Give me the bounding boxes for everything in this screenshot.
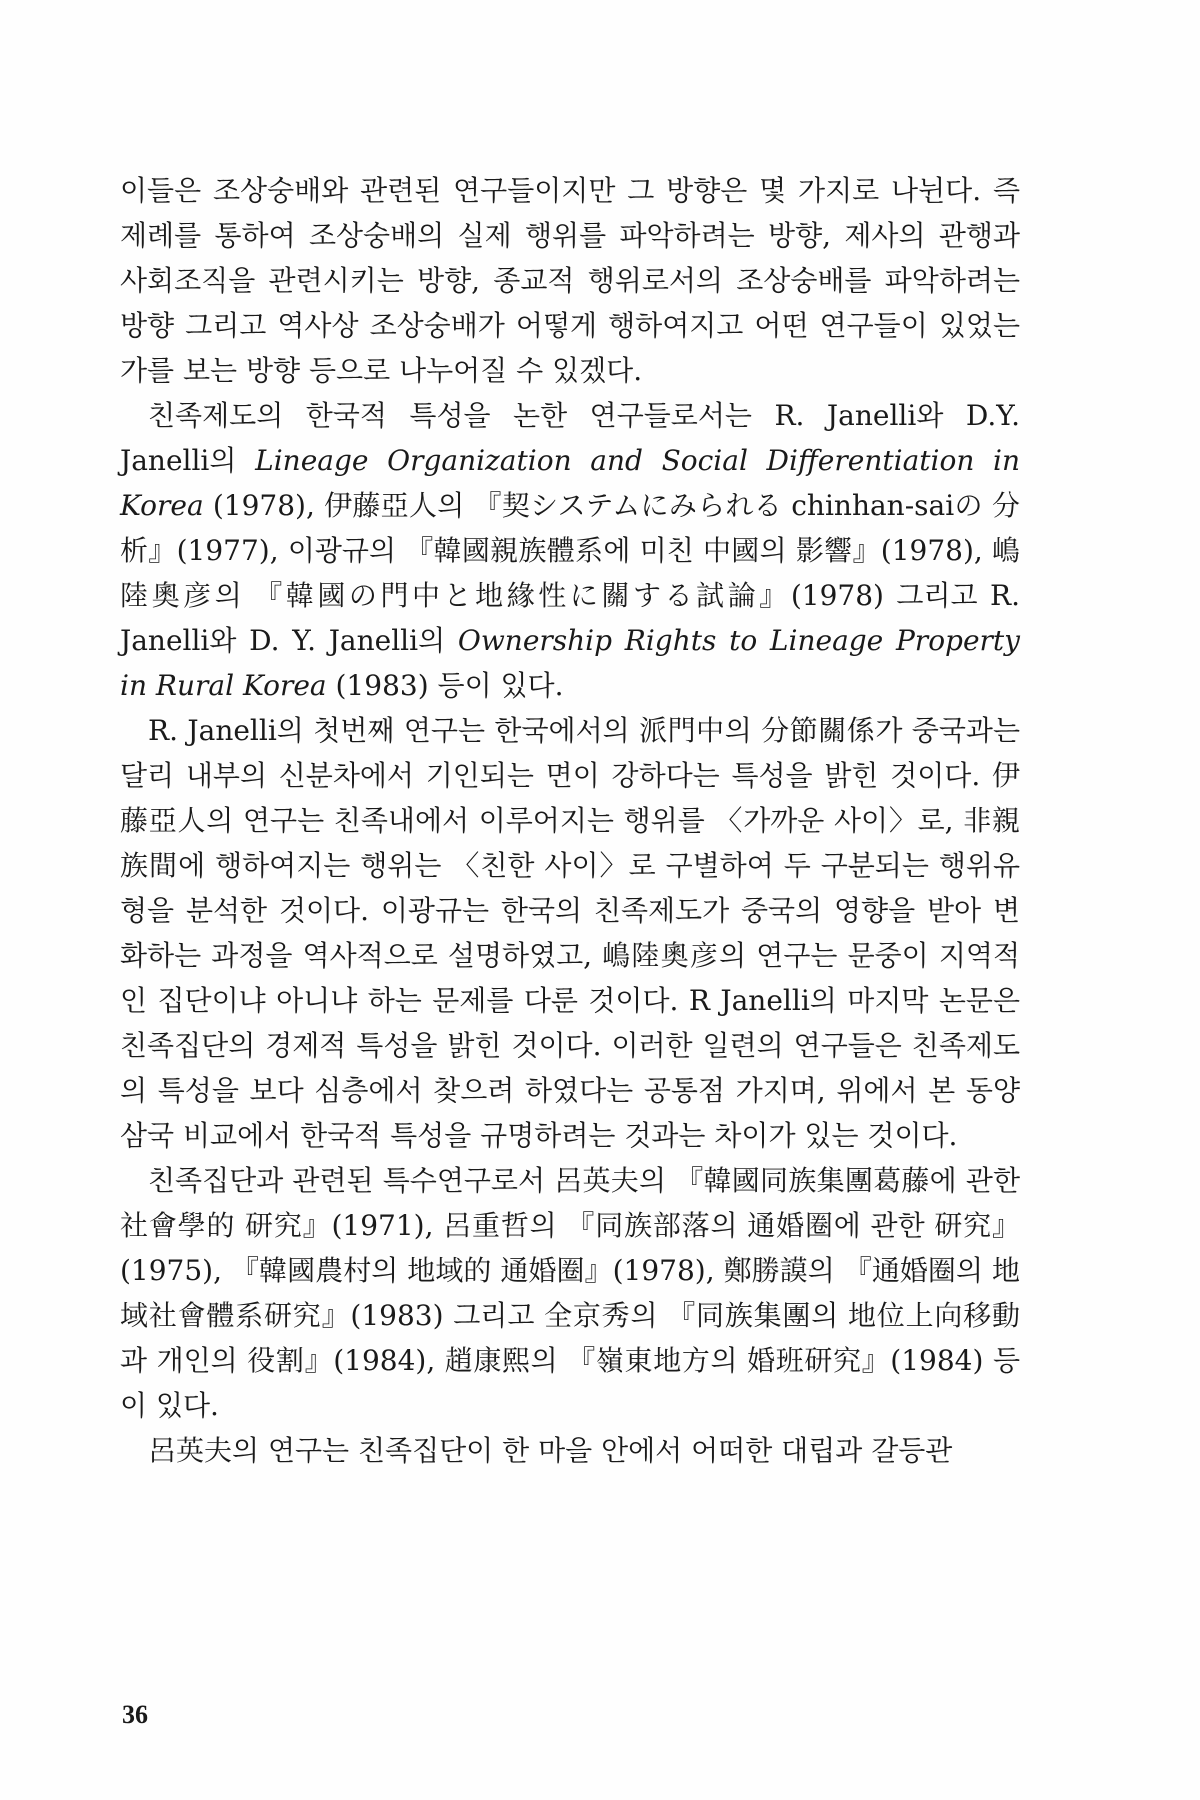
paragraph-kinship-studies [120, 393, 1020, 708]
paragraph-ancestor-worship: 이들은 조상숭배와 관련된 연구들이지만 그 방향은 몇 가지로 나뉜다. 즉 제례를 통하여 조상숭배의 실제 행위를 파악하려는 방향, 제사의 관행과 사회조직을 관련시키는 방향, 종교적 행위로서의 조상숭배를 파악하려는 방향 그리고 역사상 조상숭배가 어떻게 행하여지고 어떤 연구들이 있었는가를 보는 방향 등으로 나누어질 수 있겠다. [120, 174, 1020, 387]
book-title-lineage-organization: Lineage Organization and Social Differentiation in Korea [120, 444, 1021, 522]
body-text [120, 168, 1020, 1473]
paragraph-kinship-text-3: (1983) 등이 있다. [326, 669, 564, 702]
paragraph-yeo-research: 呂英夫의 연구는 친족집단이 한 마을 안에서 어떠한 대립과 갈등관 [148, 1434, 953, 1467]
paragraph-special-studies: 친족집단과 관련된 특수연구로서 呂英夫의 『韓國同族集團葛藤에 관한 社會學的 研究』(1971), 呂重哲의 『同族部落의 通婚圈에 관한 研究』(1975), 『韓國農村의 地域的 通婚圈』(1978), 鄭勝謨의 『通婚圈의 地域社會體系研究』(1983) 그리고 全京秀의 『同族集團의 地位上向移動과 개인의 役割』(1984), 趙康熙의 『嶺東地方의 婚班研究』(1984) 등이 있다. [120, 1164, 1020, 1422]
paragraph-kinship-text-1: 친족제도의 한국적 특성을 논한 연구들로서는 R. Janelli와 D.Y. Janelli의 [120, 399, 1020, 477]
paragraph-kinship-text-2: (1978), 伊藤亞人의 『契システムにみられる chinhan-saiの 分析』(1977), 이광규의 『韓國親族體系에 미친 中國의 影響』(1978), 嶋陸奧彦의 『韓國の門中と地緣性に關する試論』(1978) 그리고 R. Janelli와 D. Y. Janelli의 [120, 489, 1020, 657]
paragraph-janelli-research: R. Janelli의 첫번째 연구는 한국에서의 派門中의 分節關係가 중국과는 달리 내부의 신분차에서 기인되는 면이 강하다는 특성을 밝힌 것이다. 伊藤亞人의 연구는 친족내에서 이루어지는 행위를 〈가까운 사이〉로, 非親族間에 행하여지는 행위는 〈친한 사이〉로 구별하여 두 구분되는 행위유형을 분석한 것이다. 이광규는 한국의 친족제도가 중국의 영향을 받아 변화하는 과정을 역사적으로 설명하였고, 嶋陸奧彦의 연구는 문중이 지역적인 집단이냐 아니냐 하는 문제를 다룬 것이다. R Janelli의 마지막 논문은 친족집단의 경제적 특성을 밝힌 것이다. 이러한 일련의 연구들은 친족제도의 특성을 보다 심층에서 찾으려 하였다는 공통점 가지며, 위에서 본 동양 삼국 비교에서 한국적 특성을 규명하려는 것과는 차이가 있는 것이다. [120, 714, 1020, 1152]
page-number: 36 [122, 1700, 148, 1729]
book-title-ownership-rights: Ownership Rights to Lineage Property in Rural Korea [120, 624, 1020, 702]
